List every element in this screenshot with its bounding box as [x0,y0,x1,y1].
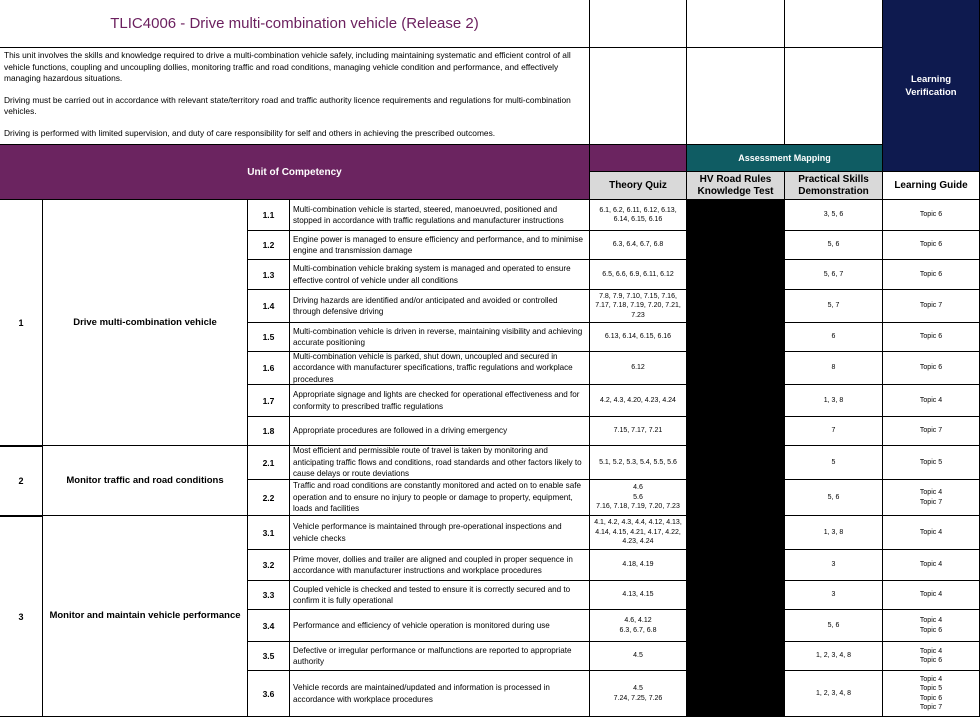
criterion-text-content: Traffic and road conditions are constantly monitored and acted on to enable safe operation and to ensure no injury to people or damage to property, equipment, loads and facilities [293,481,581,514]
header-blank-cell [590,48,687,145]
criterion-text-content: Multi-combination vehicle is parked, shut down, uncoupled and secured in accordance with manufacturer specifications, traffic regulations and workplace procedures [293,352,573,384]
practical-skills-cell: 3 [785,581,883,610]
criterion-text-content: Multi-combination vehicle is started, steered, manoeuvred, positioned and stopped in accordance with traffic regulations and manufacturer instructions [293,204,564,225]
criterion-text-content: Defective or irregular performance or malfunctions are reported to appropriate authority [293,645,572,666]
practical-skills-cell: 5 [785,446,883,480]
element-number: 3 [0,516,43,717]
hv-road-rules-cell [687,550,785,581]
practical-skills-cell: 3 [785,550,883,581]
criterion-text-content: Prime mover, dollies and trailer are aligned and coupled in proper sequence in accordance with manufacturer instructions and workplace procedures [293,554,573,575]
criterion-text [290,610,590,642]
theory-quiz-cell: 6.13, 6.14, 6.15, 6.16 [590,323,687,352]
practical-skills-cell: 5, 7 [785,290,883,323]
criterion-text-content: Engine power is managed to ensure efficiency and performance, and to minimise engine and transmission damage [293,234,584,255]
criterion-text-content: Most efficient and permissible route of travel is taken by monitoring and anticipating traffic flows and conditions, road standards and other factors likely to cause delays or route deviations [293,446,582,479]
criterion-text-content: Appropriate procedures are followed in a driving emergency [293,426,508,436]
theory-quiz-cell: 6.1, 6.2, 6.11, 6.12, 6.13, 6.14, 6.15, 6.16 [590,200,687,231]
theory-quiz-cell: 5.1, 5.2, 5.3, 5.4, 5.5, 5.6 [590,446,687,480]
practical-skills-cell: 1, 2, 3, 4, 8 [785,642,883,671]
criterion-text-content: Multi-combination vehicle braking system is managed and operated to ensure effective control of vehicle under all conditions [293,264,571,285]
practical-skills-cell: 5, 6 [785,231,883,260]
learning-guide-cell: Topic 4 [883,385,980,417]
practical-skills-cell: 5, 6 [785,610,883,642]
plum-header-fill [590,145,687,172]
learning-guide-cell: Topic 6 [883,231,980,260]
criterion-number: 1.3 [248,260,290,290]
description-paragraph: Driving is performed with limited supervision, and duty of care responsibility for self and others in achieving the prescribed outcomes. [4,127,496,138]
criterion-text [290,581,590,610]
learning-guide-cell: Topic 5 [883,446,980,480]
description-paragraph: This unit involves the skills and knowledge required to drive a multi-combination vehicle safely, including maintaining systematic and efficient control of all vehicle functions, coupling and uncoupling dollies, monitoring traffic and road conditions, managing vehicle condition and performance, and effectively managing hazardous situations. [4,50,571,84]
theory-quiz-cell: 4.2, 4.3, 4.20, 4.23, 4.24 [590,385,687,417]
header-blank-cell [785,48,883,145]
criterion-text-content: Coupled vehicle is checked and tested to ensure it is correctly secured and to confirm it is fully operational [293,584,571,605]
element-name: Drive multi-combination vehicle [43,200,248,446]
criterion-number: 3.3 [248,581,290,610]
learning-guide-cell: Topic 7 [883,417,980,446]
criterion-number: 1.4 [248,290,290,323]
learning-guide-cell: Topic 6 [883,200,980,231]
theory-quiz-cell: 6.3, 6.4, 6.7, 6.8 [590,231,687,260]
element-number: 2 [0,446,43,516]
header-blank-cell [687,48,785,145]
criterion-text [290,671,590,717]
practical-skills-cell: 5, 6 [785,480,883,516]
criterion-text-content: Performance and efficiency of vehicle operation is monitored during use [293,620,550,630]
learning-guide-cell: Topic 4 Topic 7 [883,480,980,516]
practical-skills-cell: 8 [785,352,883,385]
theory-quiz-header: Theory Quiz [590,172,687,200]
practical-skills-cell: 3, 5, 6 [785,200,883,231]
criterion-number: 1.2 [248,231,290,260]
element-number: 1 [0,200,43,446]
header-blank-cell [590,0,687,48]
unit-title: TLIC4006 - Drive multi-combination vehicle (Release 2) [0,0,590,48]
element-name: Monitor traffic and road conditions [43,446,248,516]
criterion-text-content: Vehicle performance is maintained through pre-operational inspections and vehicle checks [293,522,562,543]
theory-quiz-cell: 4.6, 4.12 6.3, 6.7, 6.8 [590,610,687,642]
learning-guide-header: Learning Guide [883,172,980,200]
theory-quiz-cell: 4.1, 4.2, 4.3, 4.4, 4.12, 4.13, 4.14, 4.15, 4.21, 4.17, 4.22, 4.23, 4.24 [590,516,687,550]
criterion-number: 2.2 [248,480,290,516]
criterion-text [290,260,590,290]
criterion-text [290,550,590,581]
description-paragraph: Driving must be carried out in accordance with relevant state/territory road and traffic authority licence requirements and regulations for multi-combination vehicles. [4,94,571,117]
learning-verification-header: Learning Verification [883,0,980,172]
hv-road-rules-cell [687,352,785,385]
practical-skills-cell: 7 [785,417,883,446]
learning-guide-cell: Topic 4 Topic 6 [883,610,980,642]
hv-road-rules-cell [687,290,785,323]
hv-road-rules-cell [687,231,785,260]
theory-quiz-cell: 4.6 5.6 7.16, 7.18, 7.19, 7.20, 7.23 [590,480,687,516]
practical-skills-cell: 1, 2, 3, 4, 8 [785,671,883,717]
criterion-number: 1.5 [248,323,290,352]
criterion-text [290,516,590,550]
criterion-text [290,323,590,352]
hv-road-rules-cell [687,671,785,717]
criterion-text [290,290,590,323]
learning-guide-cell: Topic 4 Topic 5 Topic 6 Topic 7 [883,671,980,717]
criterion-number: 1.7 [248,385,290,417]
criterion-number: 1.8 [248,417,290,446]
header-blank-cell [785,0,883,48]
learning-guide-cell: Topic 4 [883,581,980,610]
hv-road-rules-cell [687,417,785,446]
learning-guide-cell: Topic 7 [883,290,980,323]
theory-quiz-cell: 6.12 [590,352,687,385]
header-blank-cell [687,0,785,48]
theory-quiz-cell: 7.15, 7.17, 7.21 [590,417,687,446]
criterion-text-content: Vehicle records are maintained/updated and information is processed in accordance with workplace procedures [293,683,550,704]
theory-quiz-cell: 7.8, 7.9, 7.10, 7.15, 7.16, 7.17, 7.18, 7.19, 7.20, 7.21, 7.23 [590,290,687,323]
unit-of-competency-header: Unit of Competency [0,145,590,200]
criterion-text [290,352,590,385]
criterion-number: 1.1 [248,200,290,231]
criterion-text [290,385,590,417]
theory-quiz-cell: 4.5 7.24, 7.25, 7.26 [590,671,687,717]
practical-skills-header: Practical Skills Demonstration [785,172,883,200]
criterion-text [290,642,590,671]
criterion-text [290,200,590,231]
criterion-text [290,446,590,480]
criterion-number: 3.2 [248,550,290,581]
criterion-text [290,231,590,260]
criterion-number: 2.1 [248,446,290,480]
hv-road-rules-cell [687,385,785,417]
learning-guide-cell: Topic 6 [883,323,980,352]
criterion-text-content: Multi-combination vehicle is driven in reverse, maintaining visibility and achieving accurate positioning [293,326,583,347]
criterion-number: 1.6 [248,352,290,385]
theory-quiz-cell: 4.5 [590,642,687,671]
hv-road-rules-cell [687,642,785,671]
hv-road-rules-cell [687,516,785,550]
learning-guide-cell: Topic 4 Topic 6 [883,642,980,671]
practical-skills-cell: 6 [785,323,883,352]
criterion-number: 3.6 [248,671,290,717]
hv-road-rules-cell [687,200,785,231]
practical-skills-cell: 1, 3, 8 [785,385,883,417]
criterion-text-content: Driving hazards are identified and/or anticipated and avoided or controlled through defensive driving [293,295,558,316]
learning-guide-cell: Topic 4 [883,516,980,550]
assessment-mapping-header: Assessment Mapping [687,145,883,172]
hv-road-rules-cell [687,260,785,290]
element-name: Monitor and maintain vehicle performance [43,516,248,717]
criterion-number: 3.1 [248,516,290,550]
practical-skills-cell: 1, 3, 8 [785,516,883,550]
learning-guide-cell: Topic 6 [883,260,980,290]
hv-road-rules-cell [687,480,785,516]
hv-road-rules-cell [687,446,785,480]
theory-quiz-cell: 6.5, 6.6, 6.9, 6.11, 6.12 [590,260,687,290]
learning-guide-cell: Topic 6 [883,352,980,385]
practical-skills-cell: 5, 6, 7 [785,260,883,290]
unit-description [0,48,590,145]
learning-guide-cell: Topic 4 [883,550,980,581]
criterion-text [290,417,590,446]
hv-road-rules-cell [687,581,785,610]
criterion-text [290,480,590,516]
hv-road-rules-cell [687,323,785,352]
theory-quiz-cell: 4.18, 4.19 [590,550,687,581]
hv-road-rules-header: HV Road Rules Knowledge Test [687,172,785,200]
hv-road-rules-cell [687,610,785,642]
criterion-number: 3.4 [248,610,290,642]
criterion-number: 3.5 [248,642,290,671]
theory-quiz-cell: 4.13, 4.15 [590,581,687,610]
criterion-text-content: Appropriate signage and lights are checked for operational effectiveness and for conformity to prescribed traffic regulations [293,390,580,411]
